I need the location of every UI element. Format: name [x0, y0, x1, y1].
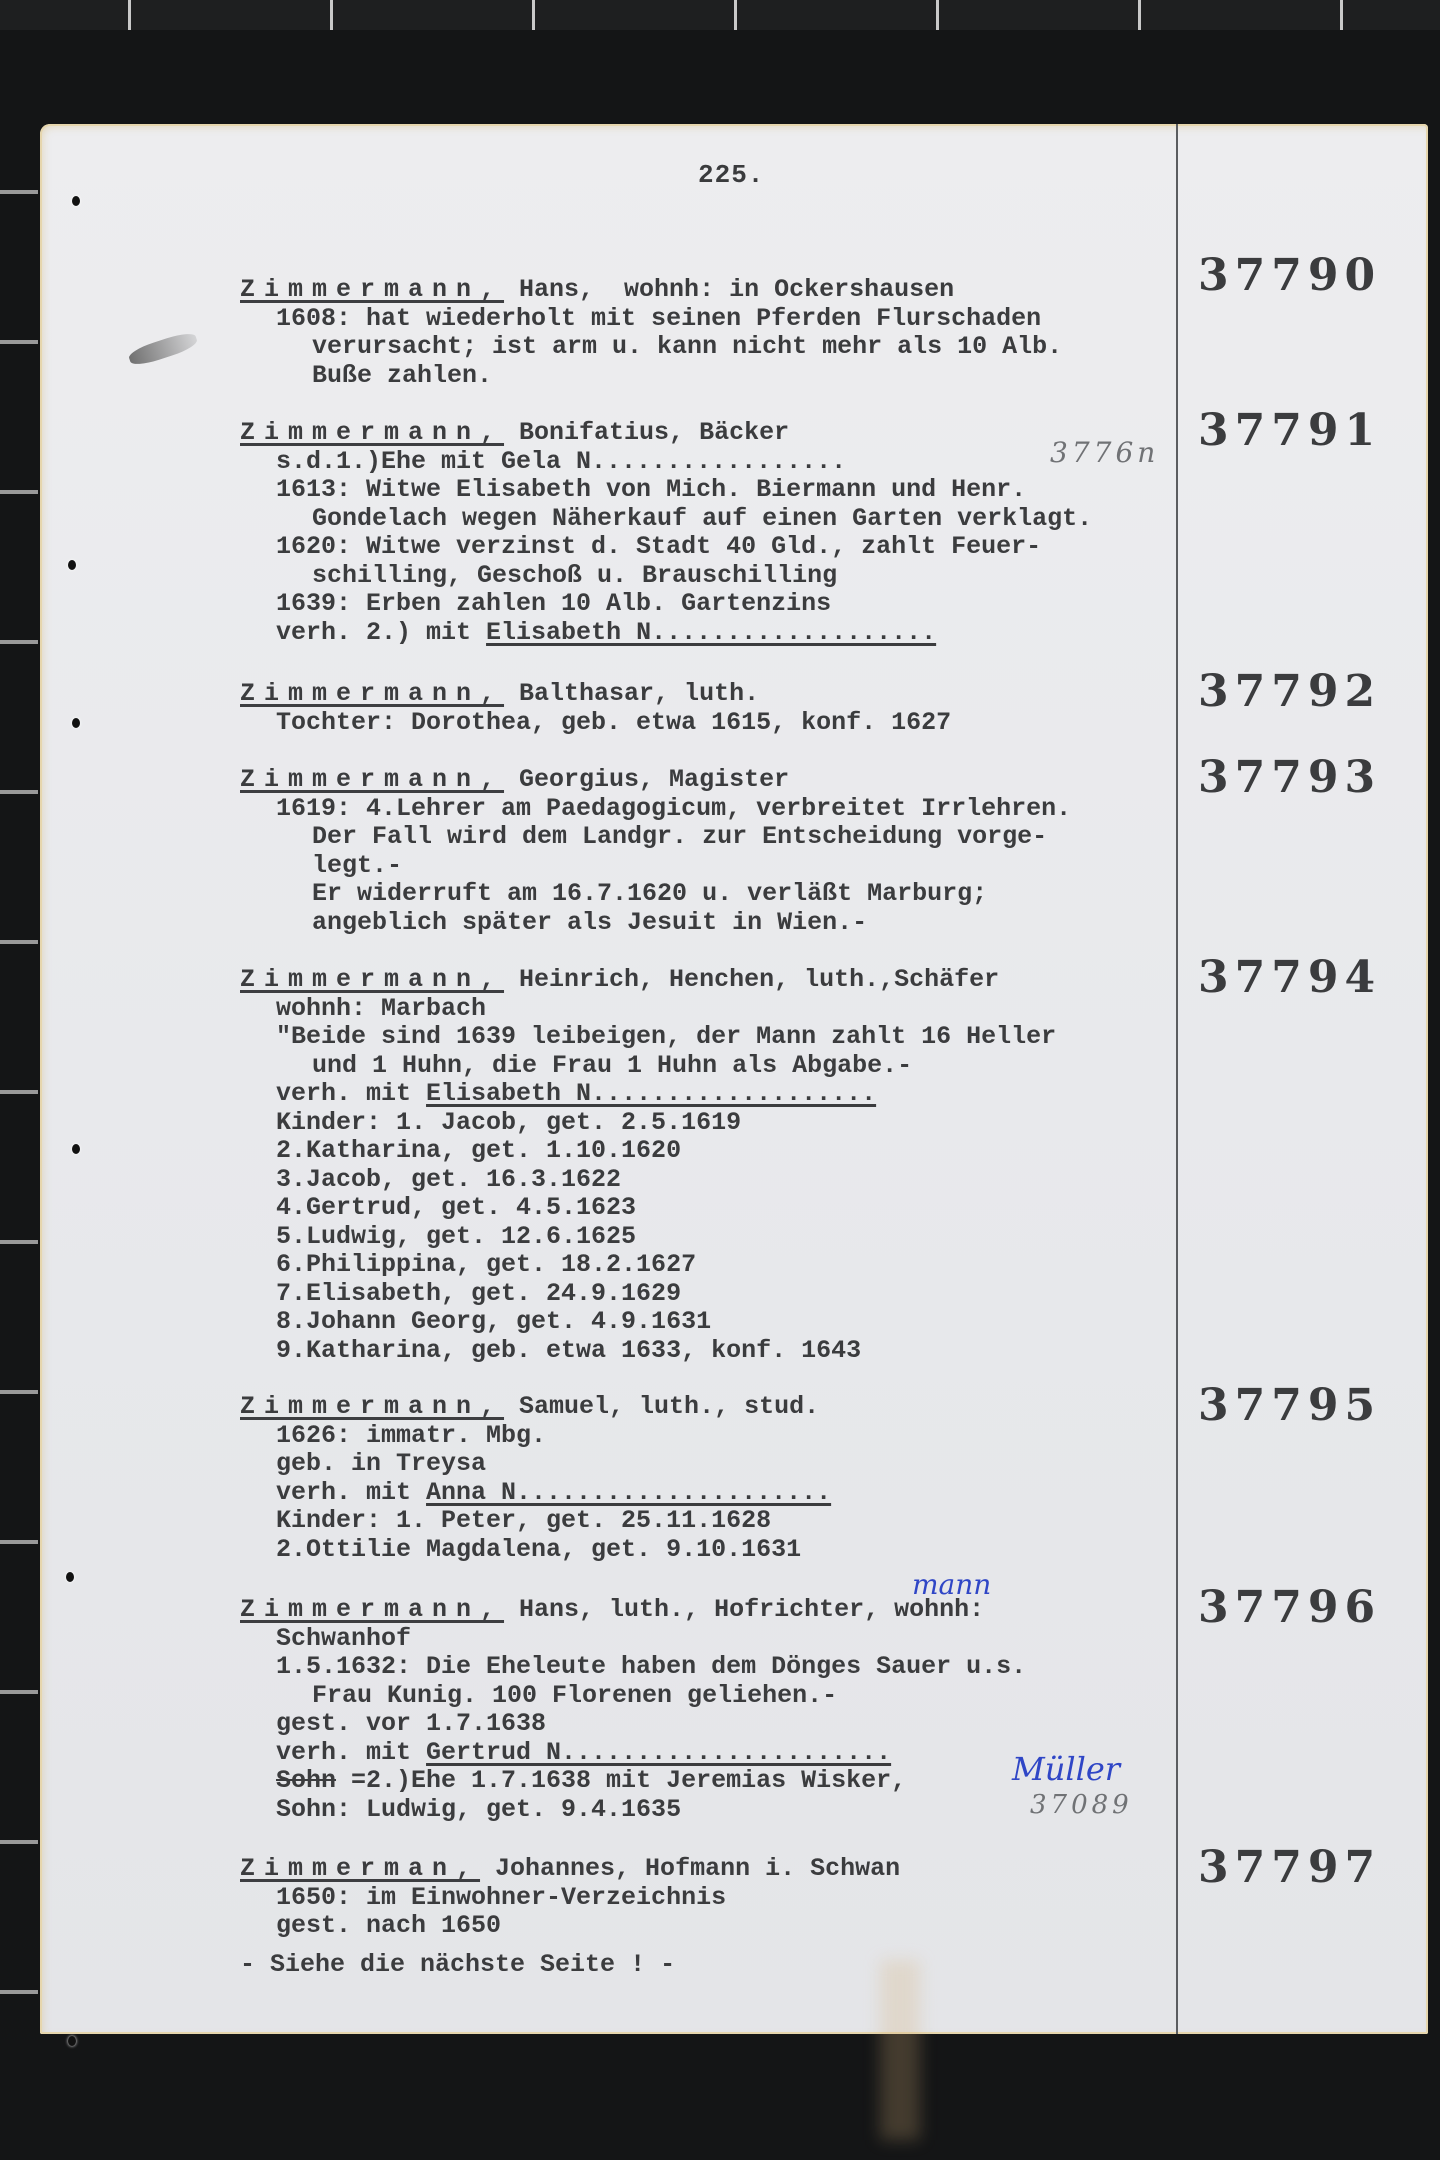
record-number: 37795 [1198, 1380, 1382, 1431]
ruler-tick [0, 1240, 38, 1244]
punch-hole [72, 196, 80, 206]
record-line: Frau Kunig. 100 Florenen geliehen.- [312, 1680, 838, 1710]
pencil-annotation: 3776n [1050, 436, 1160, 469]
surname: Zimmermann, [240, 679, 505, 708]
ruler-tick [128, 0, 131, 30]
ruler-tick [0, 1840, 38, 1844]
page-number: 225. [698, 160, 765, 190]
ruler-tick [0, 1540, 38, 1544]
record-number: 37790 [1198, 250, 1382, 301]
record-line: Der Fall wird dem Landgr. zur Entscheidung vorge- [312, 822, 1048, 851]
record-entry [240, 766, 1071, 937]
punch-hole [72, 1144, 80, 1154]
record-header [240, 766, 1071, 795]
record-line: legt.- [312, 850, 403, 880]
surname: Zimmermann, [240, 275, 505, 304]
record-header-text: Hans, wohnh: in Ockershausen [504, 275, 955, 304]
spouse-name: Elisabeth N................... [486, 617, 937, 647]
ruler-tick [0, 1090, 38, 1094]
record-header [240, 1596, 1026, 1625]
record-number: 37797 [1198, 1842, 1382, 1893]
child-line: 2.Katharina, get. 1.10.1620 [276, 1136, 682, 1165]
record-line: 1650: im Einwohner-Verzeichnis [276, 1882, 727, 1912]
punch-hole [68, 2036, 76, 2046]
surname: Zimmermann, [240, 418, 505, 447]
surname: Zimmerman, [240, 1854, 481, 1883]
record-header-text: Georgius, Magister [504, 765, 790, 794]
record-header-text: Heinrich, Henchen, luth.,Schäfer [504, 965, 1000, 994]
pencil-annotation: 37089 [1030, 1790, 1133, 1820]
ruler-tick [0, 1990, 38, 1994]
record-header-text: Hans, luth., Hofrichter, wohnh: [504, 1595, 985, 1624]
record-line: 1608: hat wiederholt mit seinen Pferden Flurschaden [276, 303, 1042, 333]
record-line: gest. nach 1650 [276, 1911, 502, 1940]
record-line [240, 1479, 831, 1508]
record-line: angeblich später als Jesuit in Wien.- [312, 907, 868, 937]
paper-stain [880, 1960, 920, 2140]
child-line: 6.Philippina, get. 18.2.1627 [276, 1250, 697, 1279]
record-line: 1613: Witwe Elisabeth von Mich. Biermann und Henr. [276, 475, 1027, 504]
punch-hole [66, 1572, 74, 1582]
record-line: und 1 Huhn, die Frau 1 Huhn als Abgabe.- [312, 1050, 913, 1080]
ruler-tick [936, 0, 939, 30]
ruler-tick [532, 0, 535, 30]
record-entry [240, 680, 951, 737]
record-line: Gondelach wegen Näherkauf auf einen Garten verklagt. [312, 503, 1093, 533]
surname: Zimmermann, [240, 765, 505, 794]
record-line: "Beide sind 1639 leibeigen, der Mann zahlt 16 Heller [276, 1022, 1057, 1051]
record-line: Sohn: Ludwig, get. 9.4.1635 [276, 1794, 682, 1824]
scanner-top-strip [0, 0, 1440, 30]
punch-hole [68, 560, 76, 570]
record-entry [240, 1393, 831, 1564]
record-header [240, 1855, 900, 1884]
record-line: Schwanhof [276, 1623, 412, 1653]
record-entry [240, 276, 1062, 390]
ruler-tick [0, 790, 38, 794]
record-entry [240, 966, 1056, 1365]
record-line: s.d.1.)Ehe mit Gela N................. [276, 446, 847, 476]
record-entry [240, 419, 1092, 647]
record-number: 37796 [1198, 1582, 1382, 1633]
child-line: 8.Johann Georg, get. 4.9.1631 [276, 1307, 712, 1336]
record-line: 1620: Witwe verzinst d. Stadt 40 Gld., zahlt Feuer- [276, 532, 1042, 561]
record-number: 37793 [1198, 752, 1382, 803]
ruler-tick [0, 940, 38, 944]
child-line: 4.Gertrud, get. 4.5.1623 [276, 1193, 637, 1222]
record-entry [240, 1596, 1026, 1824]
record-line: geb. in Treysa [276, 1449, 487, 1478]
record-line [240, 619, 1092, 648]
record-entry [240, 1855, 900, 1979]
column-divider [1176, 124, 1178, 2034]
ruler-tick [734, 0, 737, 30]
record-line-text: =2.)Ehe 1.7.1638 mit Jeremias Wisker, [336, 1766, 907, 1795]
record-line: Er widerruft am 16.7.1620 u. verläßt Marburg; [312, 879, 988, 908]
record-line: schilling, Geschoß u. Brauschilling [312, 560, 838, 590]
page-footer-note: - Siehe die nächste Seite ! - [240, 1949, 676, 1979]
record-line: 1639: Erben zahlen 10 Alb. Gartenzins [276, 589, 832, 618]
record-line-text: verh. mit [276, 1737, 427, 1767]
child-line: 2.Ottilie Magdalena, get. 9.10.1631 [276, 1534, 802, 1564]
record-header [240, 1393, 831, 1422]
record-line: wohnh: Marbach [276, 993, 487, 1023]
child-line: Kinder: 1. Peter, get. 25.11.1628 [276, 1506, 772, 1535]
ruler-tick [1138, 0, 1141, 30]
struck-text: Sohn [276, 1766, 337, 1795]
record-header-text: Johannes, Hofmann i. Schwan [480, 1854, 901, 1883]
punch-hole [72, 718, 80, 728]
record-header [240, 419, 1092, 448]
surname: Zimmermann, [240, 1595, 505, 1624]
record-line: 1619: 4.Lehrer am Paedagogicum, verbreitet Irrlehren. [276, 793, 1072, 823]
record-line: 1.5.1632: Die Eheleute haben dem Dönges Sauer u.s. [276, 1652, 1027, 1681]
child-line: Kinder: 1. Jacob, get. 2.5.1619 [276, 1107, 742, 1137]
record-number: 37794 [1198, 952, 1382, 1003]
record-line [240, 1080, 1056, 1109]
ruler-tick [0, 190, 38, 194]
child-line: 5.Ludwig, get. 12.6.1625 [276, 1221, 637, 1251]
ruler-tick [1340, 0, 1343, 30]
ruler-tick [0, 1390, 38, 1394]
record-line: verursacht; ist arm u. kann nicht mehr als 10 Alb. [312, 332, 1063, 361]
ink-correction: mann [912, 1568, 992, 1601]
ruler-tick [0, 340, 38, 344]
record-line: Tochter: Dorothea, geb. etwa 1615, konf. 1627 [276, 707, 952, 737]
spouse-name: Elisabeth N................... [426, 1079, 877, 1108]
record-number: 37791 [1198, 405, 1382, 456]
spouse-name: Anna N..................... [426, 1477, 832, 1507]
record-line-text: verh. mit [276, 1477, 427, 1507]
spouse-name: Gertrud N...................... [426, 1737, 892, 1767]
ink-annotation: Müller [1012, 1750, 1121, 1788]
record-number: 37792 [1198, 666, 1382, 717]
record-header [240, 966, 1056, 995]
surname: Zimmermann, [240, 1392, 505, 1421]
record-header-text: Samuel, luth., stud. [504, 1392, 820, 1421]
record-line [240, 1767, 1026, 1796]
ruler-tick [0, 640, 38, 644]
child-line: 9.Katharina, geb. etwa 1633, konf. 1643 [276, 1335, 862, 1365]
record-header [240, 276, 1062, 305]
record-line-text: verh. mit [276, 1079, 427, 1108]
ruler-tick [0, 490, 38, 494]
child-line: 3.Jacob, get. 16.3.1622 [276, 1164, 622, 1194]
ruler-tick [0, 1690, 38, 1694]
surname: Zimmermann, [240, 965, 505, 994]
record-line: gest. vor 1.7.1638 [276, 1709, 547, 1738]
record-header [240, 680, 951, 709]
child-line: 7.Elisabeth, get. 24.9.1629 [276, 1278, 682, 1308]
record-header-text: Balthasar, luth. [504, 679, 760, 708]
record-line: Buße zahlen. [312, 360, 493, 390]
record-line [240, 1739, 1026, 1768]
record-header-text: Bonifatius, Bäcker [504, 418, 790, 447]
ruler-tick [330, 0, 333, 30]
record-line: 1626: immatr. Mbg. [276, 1420, 547, 1450]
record-line-text: verh. 2.) mit [276, 617, 487, 647]
